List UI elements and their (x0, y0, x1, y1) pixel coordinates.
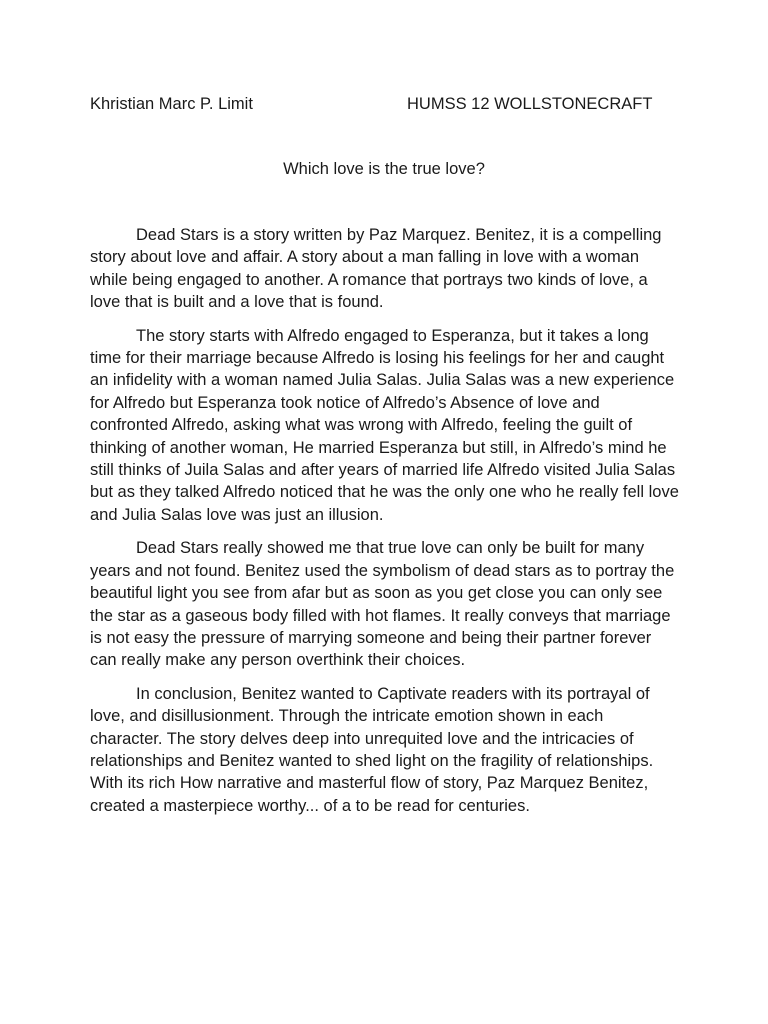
paragraph-reflection: Dead Stars really showed me that true love can only be built for many years and not found. Benitez used the symbolism of dead stars as to portray the beautiful light you see from afar but as soon as you get close you can only see the star as a gaseous body filled with hot flames. It really conveys that marriage is not easy the pressure of marrying someone and being their partner forever can really make any person overthink their choices. (90, 539, 675, 670)
class-section: HUMSS 12 WOLLSTONECRAFT (407, 95, 653, 113)
paragraph-intro: Dead Stars is a story written by Paz Marquez. Benitez, it is a compelling story about love and affair. A story about a man falling in love with a woman while being engaged to another. A romance that portrays two kinds of love, a love that is built and a love that is found. (90, 226, 662, 312)
paragraph-summary: The story starts with Alfredo engaged to Esperanza, but it takes a long time for their marriage because Alfredo is losing his feelings for her and caught an infidelity with a woman named Julia Salas. Julia Salas was a new experience for Alfredo but Esperanza took notice of Alfredo’s Absence of love and confronted Alfredo, asking what was wrong with Alfredo, feeling the guilt of thinking of another woman, He married Esperanza but still, in Alfredo’s mind he still thinks of Juila Salas and after years of married life Alfredo visited Julia Salas but as they talked Alfredo noticed that he was the only one who he really fell love and Julia Salas love was just an illusion. (90, 326, 679, 524)
paragraph-conclusion: In conclusion, Benitez wanted to Captivate readers with its portrayal of love, and disillusionment. Through the intricate emotion shown in each character. The story delves deep into unrequited love and the intricacies of relationships and Benitez wanted to shed light on the fragility of relationships. With its rich How narrative and masterful flow of story, Paz Marquez Benitez, created a masterpiece worthy... of a to be read for centuries. (90, 684, 654, 815)
essay-body (90, 224, 680, 828)
essay-title: Which love is the true love? (283, 160, 485, 178)
author-name: Khristian Marc P. Limit (90, 95, 253, 113)
